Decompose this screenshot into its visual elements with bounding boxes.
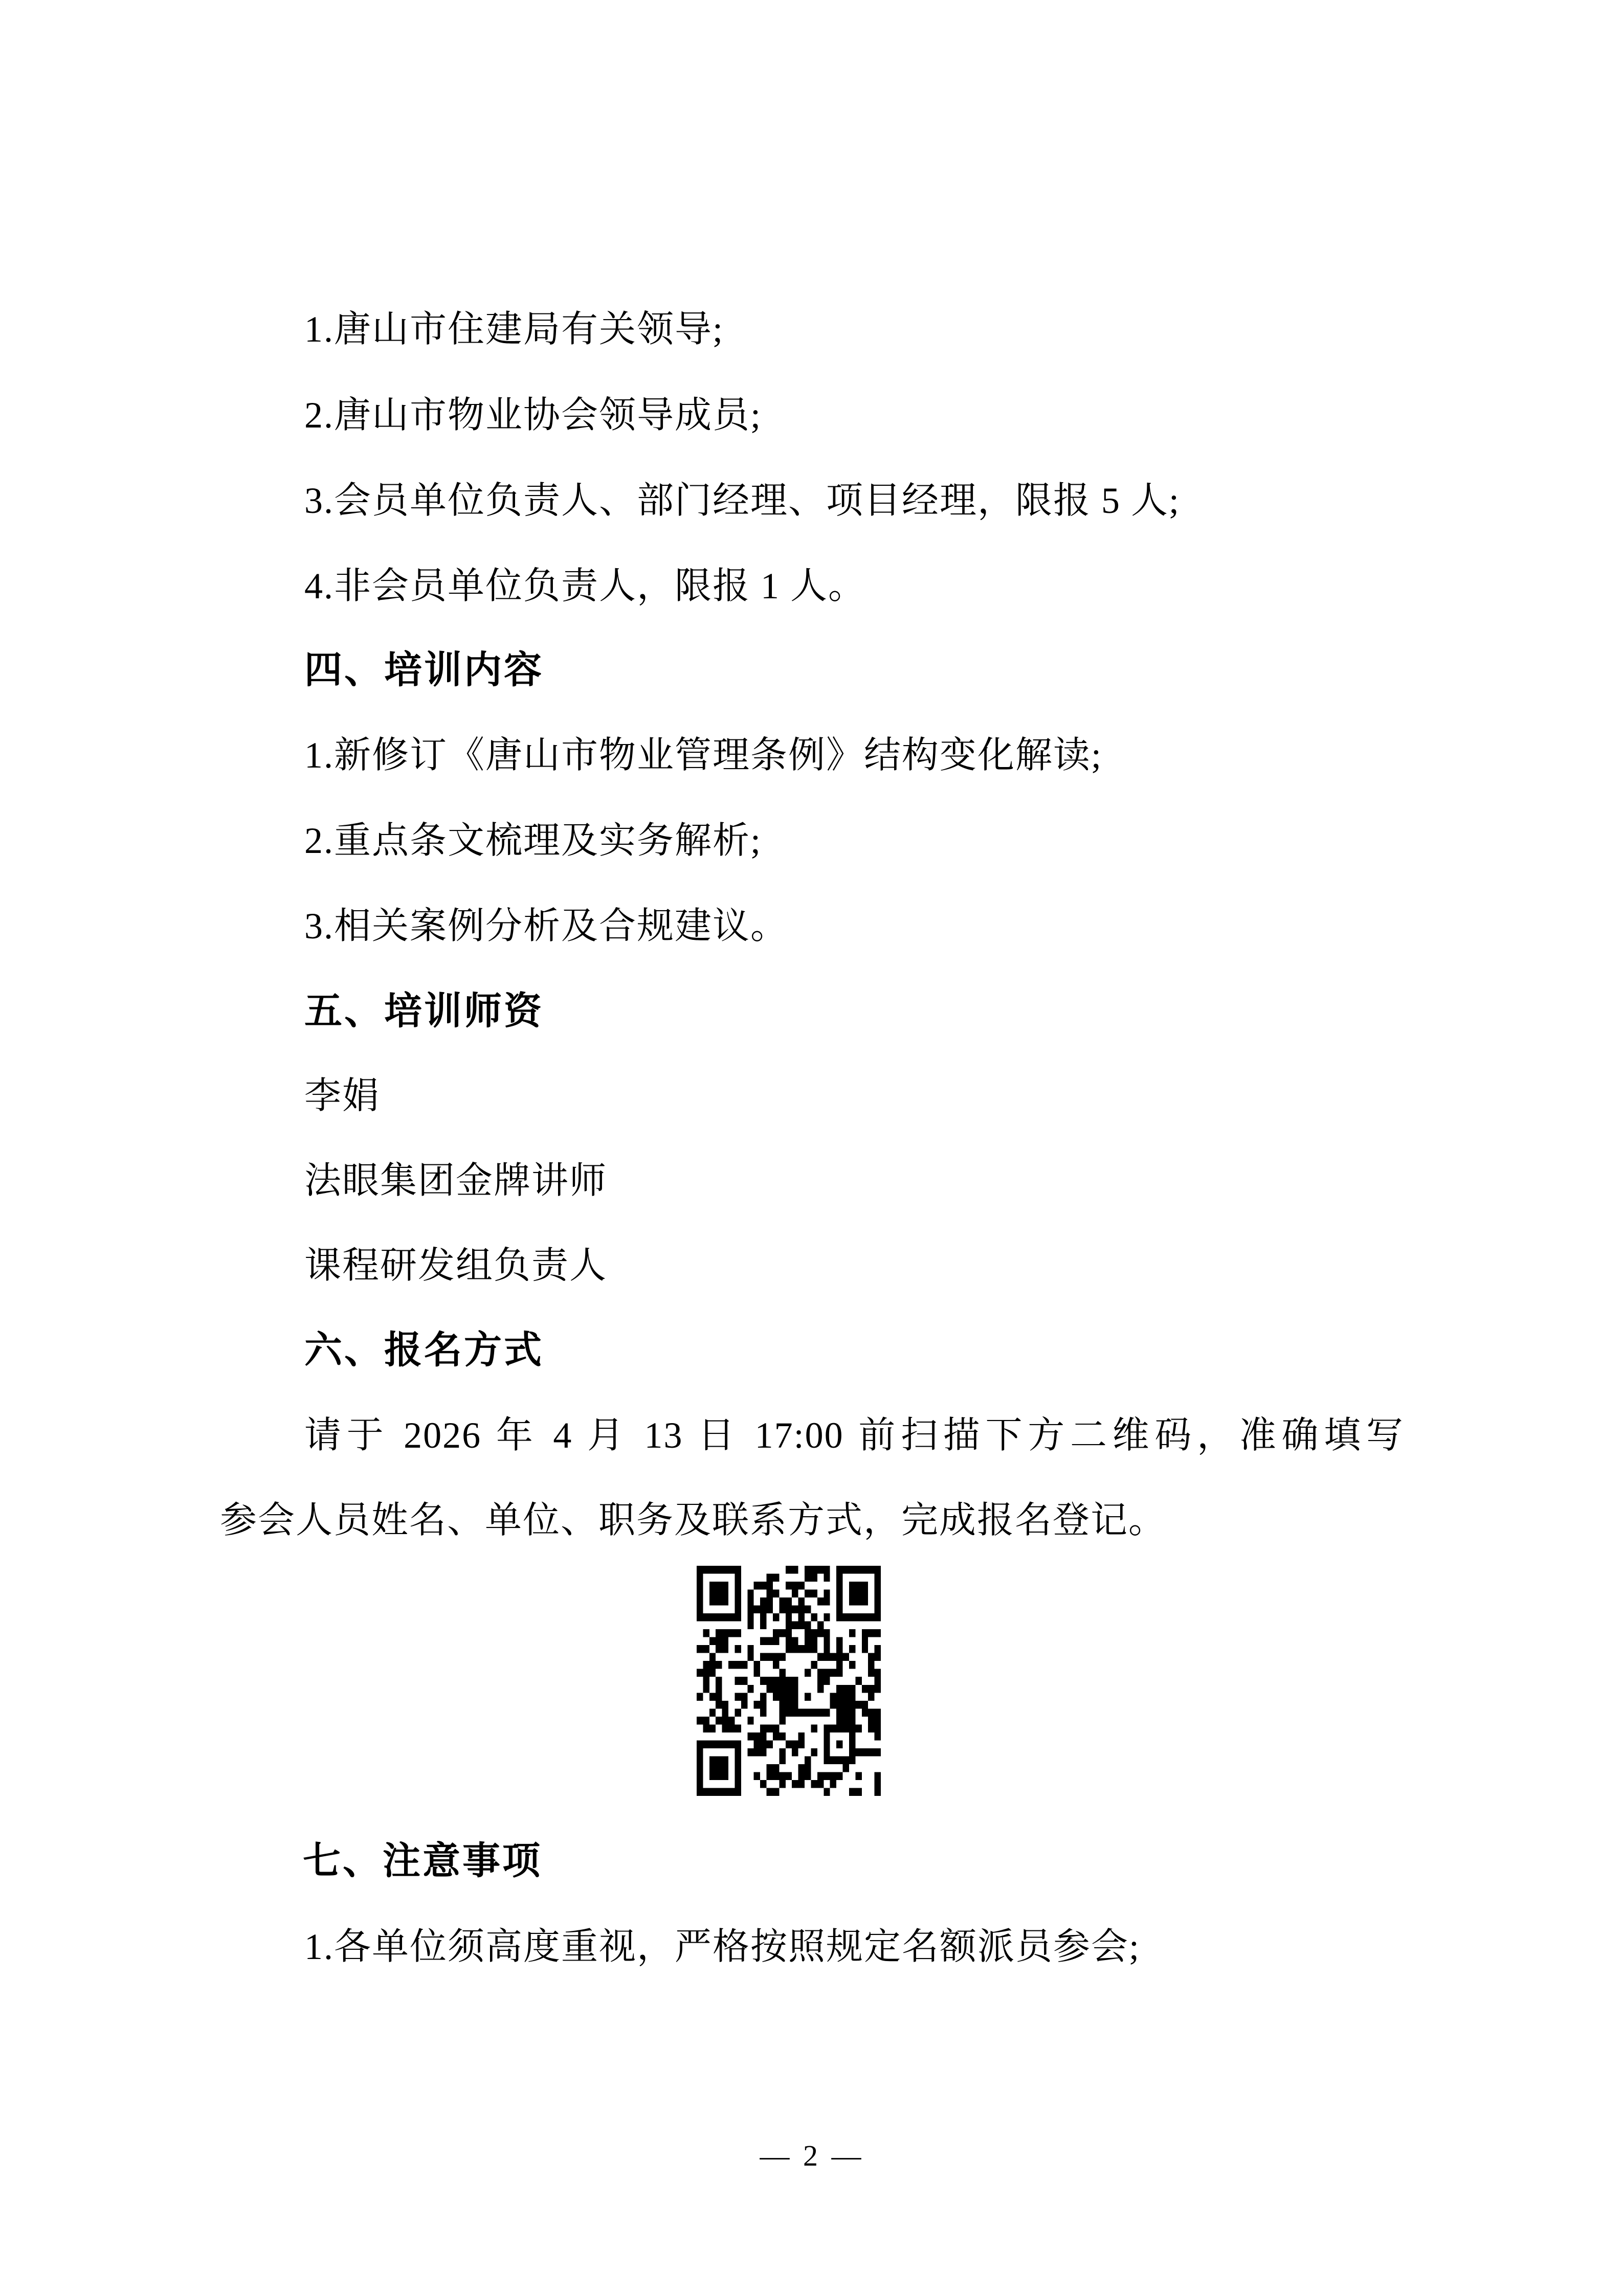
training-content-item-1: 1.新修订《唐山市物业管理条例》结构变化解读; — [304, 735, 1103, 776]
heading-training-faculty: 五、培训师资 — [304, 989, 544, 1032]
attendee-item-4: 4.非会员单位负责人，限报 1 人。 — [304, 566, 866, 606]
faculty-title-2: 课程研发组负责人 — [304, 1245, 608, 1286]
faculty-title-1: 法眼集团金牌讲师 — [304, 1160, 608, 1201]
faculty-name: 李娟 — [304, 1075, 381, 1116]
training-content-item-3: 3.相关案例分析及合规建议。 — [304, 906, 789, 947]
heading-notes: 七、注意事项 — [303, 1839, 542, 1882]
training-content-item-2: 2.重点条文梳理及实务解析; — [304, 820, 762, 861]
registration-qr-code — [697, 1566, 881, 1796]
registration-paragraph-line-1: 请于 2026 年 4 月 13 日 17:00 前扫描下方二维码，准确填写 — [304, 1415, 1404, 1456]
heading-registration-method: 六、报名方式 — [304, 1329, 544, 1371]
attendee-item-2: 2.唐山市物业协会领导成员; — [304, 395, 762, 436]
notes-item-1: 1.各单位须高度重视，严格按照规定名额派员参会; — [304, 1926, 1141, 1967]
attendee-item-3: 3.会员单位负责人、部门经理、项目经理，限报 5 人; — [304, 480, 1181, 521]
attendee-item-1: 1.唐山市住建局有关领导; — [304, 309, 724, 350]
page-number: — 2 — — [760, 2139, 864, 2172]
heading-training-content: 四、培训内容 — [304, 648, 544, 691]
registration-paragraph-line-2: 参会人员姓名、单位、职务及联系方式，完成报名登记。 — [220, 1500, 1167, 1541]
